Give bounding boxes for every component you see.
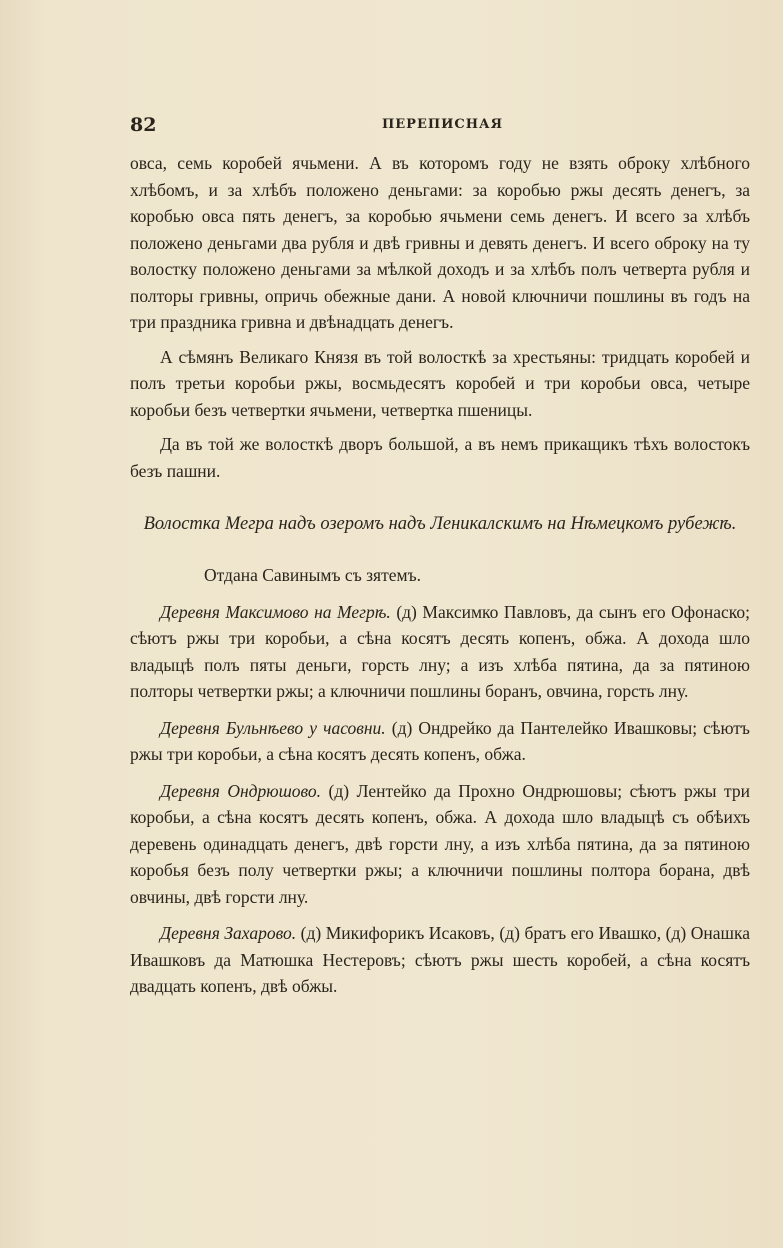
page-number: 82 bbox=[130, 114, 157, 136]
village-name: Деревня Бульнѣево у часовни. bbox=[160, 717, 386, 738]
village-text: (д) Максимко Павловъ, да сынъ его Офонаско; сѣютъ ржы три коробьи, а сѣна косятъ десять копенъ, обжа. А дохода шло владыцѣ полъ пяты деньги, горсть лну; а изъ хлѣба пятина, да за пятиною полторы четвертки ржы; а ключничи пошлины боранъ, овчина, горсть лну. bbox=[130, 601, 751, 701]
section-title: Волостка Мегра надъ озеромъ надъ Леникалскимъ на Нѣмецкомъ рубежѣ. bbox=[143, 514, 737, 534]
village-text: (д) Ондрейко да Пантелейко Ивашковы; сѣютъ ржы три коробьи, а сѣна косятъ десять копенъ, обжа. bbox=[130, 717, 750, 764]
page-header bbox=[130, 114, 750, 138]
paragraph: А сѣмянъ Великаго Князя въ той волосткѣ за хрестьяны: тридцать коробей и полъ третьи коробьи ржы, восмьдесятъ коробей и три коробьи овса, четыре коробьи безъ четвертки ячьмени, четвертка пшеницы. bbox=[130, 346, 750, 420]
village-entry bbox=[130, 778, 750, 911]
page-body bbox=[130, 150, 750, 1000]
village-text: (д) Лентейко да Прохно Ондрюшовы; сѣютъ ржы три коробьи, а сѣна косятъ десять копенъ, обжа. А дохода шло владыцѣ съ обѣихъ деревень одинадцать денегъ, двѣ горсти лну, а изъ хлѣба пятина, да за пятиною коробья безъ полу четвертки ржы; а ключничи пошлины полтора борана, двѣ овчины, двѣ горсти лну. bbox=[130, 780, 751, 907]
given-to-line: Отдана Савинымъ съ зятемъ. bbox=[204, 565, 421, 585]
village-entry bbox=[130, 599, 750, 705]
paragraph: Да въ той же волосткѣ дворъ большой, а въ немъ прикащикъ тѣхъ волостокъ безъ пашни. bbox=[130, 434, 750, 481]
village-name: Деревня Ондрюшово. bbox=[160, 780, 322, 801]
running-title: ПЕРЕПИСНАЯ bbox=[382, 117, 504, 132]
village-entry bbox=[130, 920, 750, 1000]
paragraph: овса, семь коробей ячьмени. А въ которомъ году не взять оброку хлѣбного хлѣбомъ, и за хлѣбъ положено деньгами: за коробью ржы десять денегъ, за коробью овса пять денегъ, за коробью ячьмени семь денегъ. И всего за хлѣбъ положено деньгами два рубля и двѣ гривны и девять денегъ. И всего оброку на ту волостку положено деньгами за мѣлкой доходъ и за хлѣбъ полъ четверта рубля и полторы гривны, опричь обежные дани. А новой ключничи пошлины въ годъ на три праздника гривна и двѣнадцать денегъ. bbox=[130, 153, 750, 332]
village-name: Деревня Максимово на Мегрѣ. bbox=[160, 601, 391, 622]
village-text: (д) Микифорикъ Исаковъ, (д) братъ его Ивашко, (д) Онашка Ивашковъ да Матюшка Нестеровъ; сѣютъ ржы шесть коробей, а сѣна косятъ двадцать копенъ, двѣ обжы. bbox=[130, 923, 750, 996]
village-name: Деревня Захарово. bbox=[160, 923, 297, 943]
village-entry bbox=[130, 715, 750, 768]
